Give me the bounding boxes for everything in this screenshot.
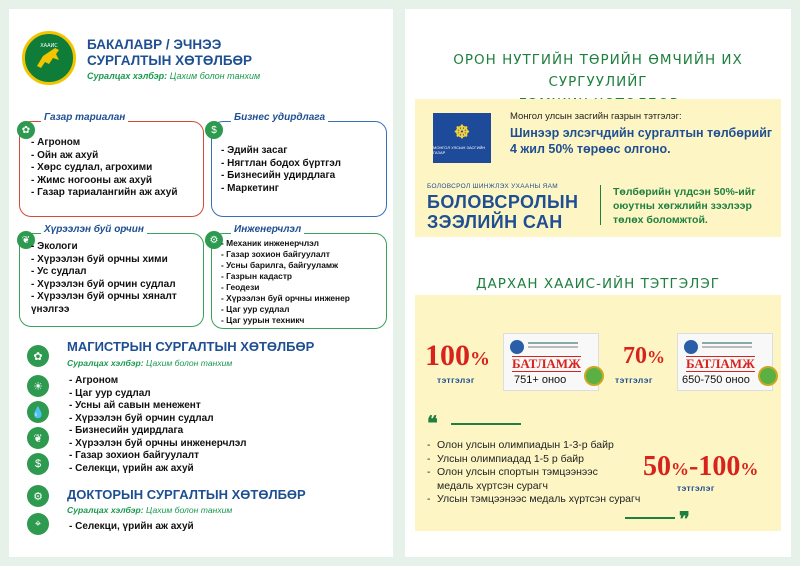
list-item: - Хүрээлэн буй орчны хими [31,254,177,267]
category-engineering-label: Инженерчлэл [231,224,304,235]
category-business-label: Бизнес удирдлага [231,112,328,123]
list-item: - Хүрээлэн буй орчны инженерчлэл [69,438,246,451]
list-item: - Геодези [221,282,350,293]
bachelor-study-form: Суралцах хэлбэр: Цахим болон танхим [87,71,261,81]
list-item: - Эдийн засаг [221,145,341,158]
business-icon: $ [205,121,223,139]
list-item: - Хүрээлэн буй орчин судлал [69,413,246,426]
support-program-title: ОРОН НУТГИЙН ТӨРИЙН ӨМЧИЙН ИХ СУРГУУЛИЙГ [453,52,743,90]
grant-range-percent: 50%-100% [643,451,759,482]
right-panel [405,9,791,557]
seal-icon [758,366,778,386]
criteria-list [427,439,640,507]
grant-100-label: тэтгэлэг [437,375,475,385]
horse-icon [29,38,69,78]
list-item: - Ойн аж ахуй [31,150,178,163]
list-item: - Жимс ногооны аж ахуй [31,175,178,188]
grant-70-percent: 70% [623,343,665,369]
list-item: - Цаг уур судлал [69,388,246,401]
cert-header-lines [702,342,752,344]
list-item: - Агроном [69,375,246,388]
masters-title: МАГИСТРЫН СУРГАЛТЫН ХӨТӨЛБӨР [67,339,315,354]
bachelor-title: БАКАЛАВР / ЭЧНЭЭ СУРГАЛТЫН ХӨТӨЛБӨР [87,37,253,68]
grant-70-label: тэтгэлэг [615,375,653,385]
list-item: - Усны ай савын менежент [69,400,246,413]
list-item: - Хүрээлэн буй орчны инженер [221,293,350,304]
gear-icon: ⚙ [27,485,49,507]
ministry-name: БОЛОВСРОЛ ШИНЖЛЭХ УХААНЫ ЯАМ [427,183,558,190]
wheat-icon: ✿ [17,121,35,139]
doctoral-title: ДОКТОРЫН СУРГАЛТЫН ХӨТӨЛБӨР [67,487,306,502]
agriculture-list [31,137,178,200]
cert-stamp: БАТЛАМЖ [512,356,581,371]
list-item: - Улсын олимпиадад 1-5 р байр [427,453,640,467]
cert-header-lines [528,342,578,344]
leaf-icon: ❦ [17,231,35,249]
water-drop-icon: 💧 [27,401,49,423]
environment-list [31,241,177,316]
university-logo [22,31,76,85]
list-item: - Газар зохион байгуулалт [221,249,350,260]
svg-text:ХААИС: ХААИС [40,43,58,49]
list-item: - Механик инженерчлэл [221,238,350,249]
list-item: - Хөрс судлал, агрохими [31,162,178,175]
cert-score: 650-750 оноо [682,374,750,386]
quote-line [451,423,521,425]
list-item: - Бизнесийн удирдлага [221,170,341,183]
list-item: - Селекци, үрийн аж ахуй [69,463,246,476]
list-item: - Хүрээлэн буй орчны хяналт [31,291,177,304]
list-item: - Олон улсын спортын тэмцээнээс [427,466,640,480]
list-item: - Цаг уурын техникч [221,315,350,326]
list-item: - Экологи [31,241,177,254]
divider [600,185,601,225]
gov-grant-label: Монгол улсын засгийн газрын тэтгэлэг: [510,111,682,122]
list-item: - Маркетинг [221,183,341,196]
gov-grant-text: Шинээр элсэгчдийн сургалтын төлбөрийг 4 жил 50% төрөөс олгоно. [510,126,773,156]
loan-fund-description: Төлбөрийн үлдсэн 50%-ийг оюутны хөгжлийн зээлээр төлөх боломжтой. [613,186,756,226]
doctoral-list [69,521,194,534]
business-icon: $ [27,453,49,475]
seal-icon [584,366,604,386]
quote-line [625,517,675,519]
doctoral-study-form: Суралцах хэлбэр: Цахим болон танхим [67,505,233,515]
location-icon: ⌖ [27,513,49,535]
business-list [221,145,341,195]
loan-fund-name: БОЛОВСРОЛЫН ЗЭЭЛИЙН САН [427,192,579,232]
masters-study-form: Суралцах хэлбэр: Цахим болон танхим [67,358,233,368]
list-item: - Бизнесийн удирдлага [69,425,246,438]
quote-open-icon: ❝ [427,413,438,435]
soyombo-icon: ☸ [453,121,471,142]
list-item: - Улсын тэмцээнээс медаль хүртсэн сурагч [427,493,640,507]
cert-score: 751+ оноо [514,374,567,386]
category-agriculture-label: Газар тариалан [41,112,128,123]
list-item: - Нягтлан бодох бүртгэл [221,158,341,171]
quote-close-icon: ❞ [679,509,690,531]
list-item: медаль хүртсэн сурагч [437,479,548,492]
gear-icon: ⚙ [205,231,223,249]
list-item: - Агроном [31,137,178,150]
list-item: үнэлгээ [31,303,70,315]
list-item: - Газрын кадастр [221,271,350,282]
weather-icon: ☀ [27,375,49,397]
list-item: - Цаг уур судлал [221,304,350,315]
list-item: - Селекци, үрийн аж ахуй [69,521,194,534]
wheat-icon: ✿ [27,345,49,367]
cert-stamp: БАТЛАМЖ [686,356,755,371]
list-item: - Усны барилга, байгууламж [221,260,350,271]
government-emblem: ☸ МОНГОЛ УЛСЫН ЗАСГИЙН ГАЗАР [433,113,491,163]
list-item: - Газар зохион байгуулалт [69,450,246,463]
list-item: - Ус судлал [31,266,177,279]
masters-list [69,375,246,475]
certificate-100 [503,333,599,391]
grant-100-percent: 100% [425,339,490,372]
cert-logo [510,340,524,354]
list-item: - Олон улсын олимпиадын 1-3-р байр [427,439,640,453]
list-item: - Хүрээлэн буй орчин судлал [31,279,177,292]
left-panel [9,9,393,557]
grant-range-label: тэтгэлэг [677,483,715,493]
cert-logo [684,340,698,354]
scholarship-title: ДАРХАН ХААИС-ИЙН ТЭТГЭЛЭГ [476,276,720,292]
certificate-70 [677,333,773,391]
leaf-icon: ❦ [27,427,49,449]
government-support-box [415,99,781,237]
category-environment-label: Хүрээлэн буй орчин [41,224,147,235]
engineering-list [221,238,350,326]
list-item: - Газар тариалангийн аж ахуй [31,187,178,200]
